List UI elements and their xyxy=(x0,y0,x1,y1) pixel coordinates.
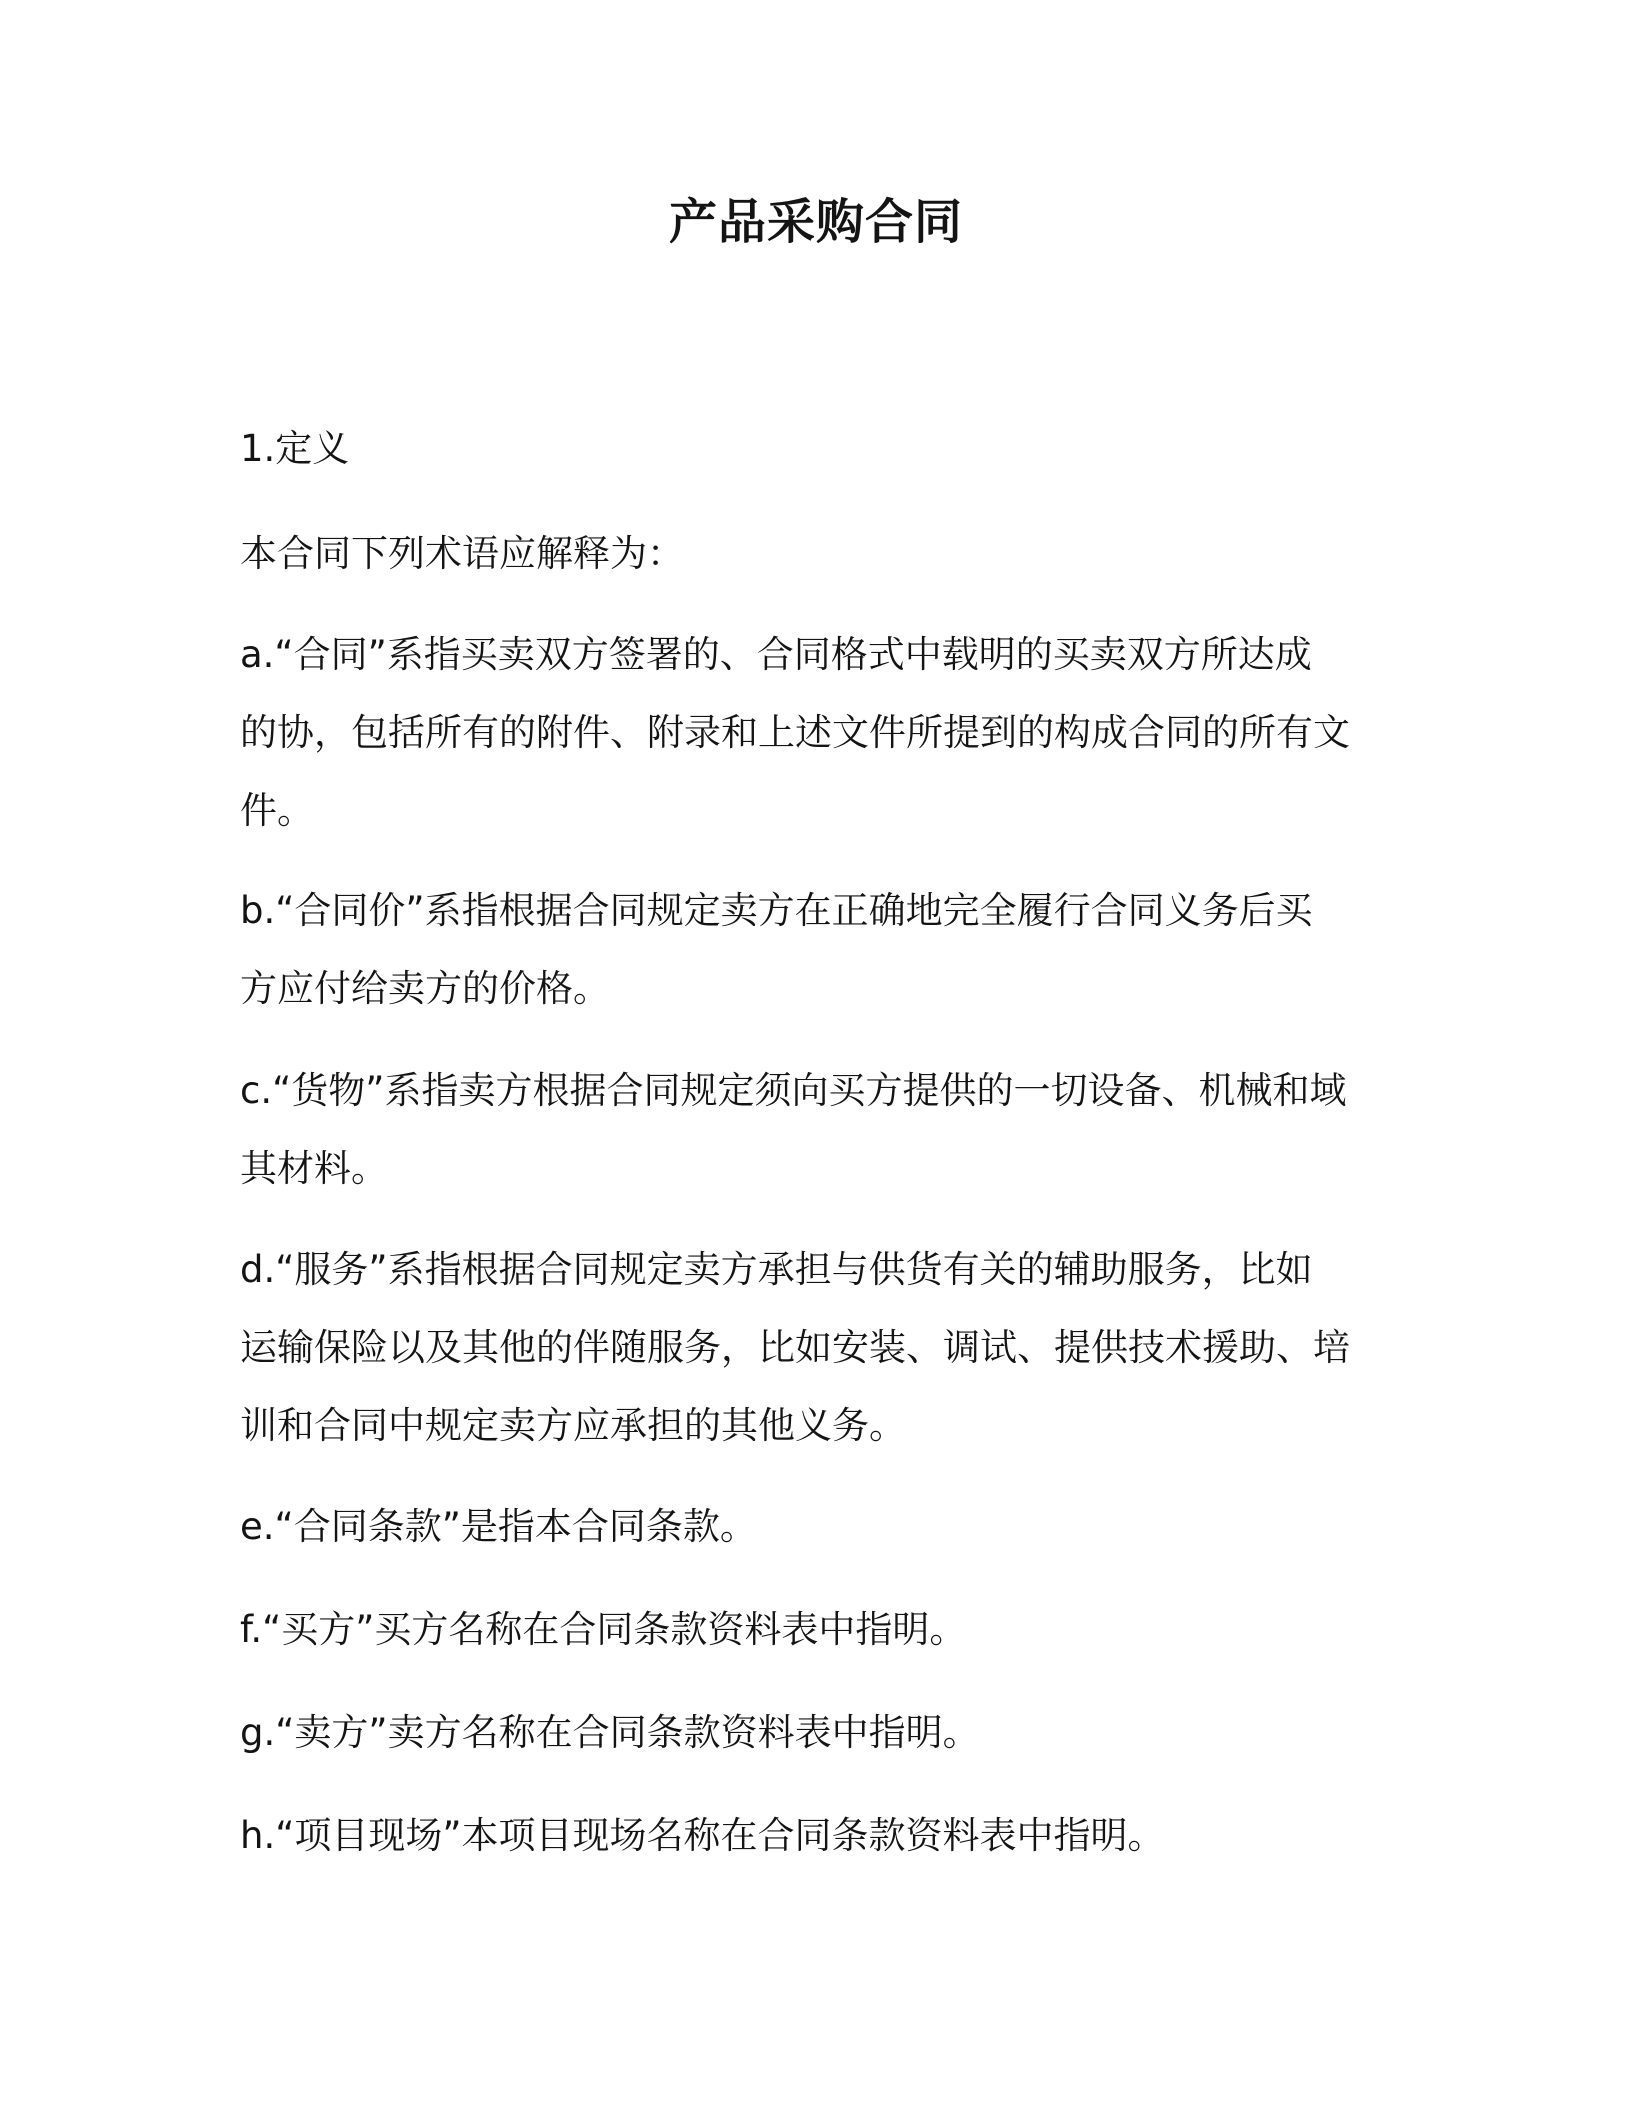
definition-b: b.“合同价”系指根据合同规定卖方在正确地完全履行合同义务后买 方应付给卖方的价格。 xyxy=(240,889,1313,1010)
section-heading: 1.定义 xyxy=(240,427,350,470)
document-title: 产品采购合同 xyxy=(668,194,963,250)
definition-f: f.“买方”买方名称在合同条款资料表中指明。 xyxy=(240,1608,967,1651)
definition-g: g.“卖方”卖方名称在合同条款资料表中指明。 xyxy=(240,1711,980,1754)
definition-e: e.“合同条款”是指本合同条款。 xyxy=(240,1505,757,1548)
definition-c: c.“货物”系指卖方根据合同规定须向买方提供的一切设备、机械和域 其材料。 xyxy=(240,1069,1347,1190)
definition-h: h.“项目现场”本项目现场名称在合同条款资料表中指明。 xyxy=(240,1814,1165,1857)
definition-a: a.“合同”系指买卖双方签署的、合同格式中载明的买卖双方所达成 的协，包括所有的附件、附录和上述文件所提到的构成合同的所有文 件。 xyxy=(240,633,1350,832)
intro-text: 本合同下列术语应解释为： xyxy=(240,532,684,575)
definition-d: d.“服务”系指根据合同规定卖方承担与供货有关的辅助服务，比如 运输保险以及其他的伴随服务，比如安装、调试、提供技术援助、培 训和合同中规定卖方应承担的其他义务。 xyxy=(240,1248,1350,1447)
